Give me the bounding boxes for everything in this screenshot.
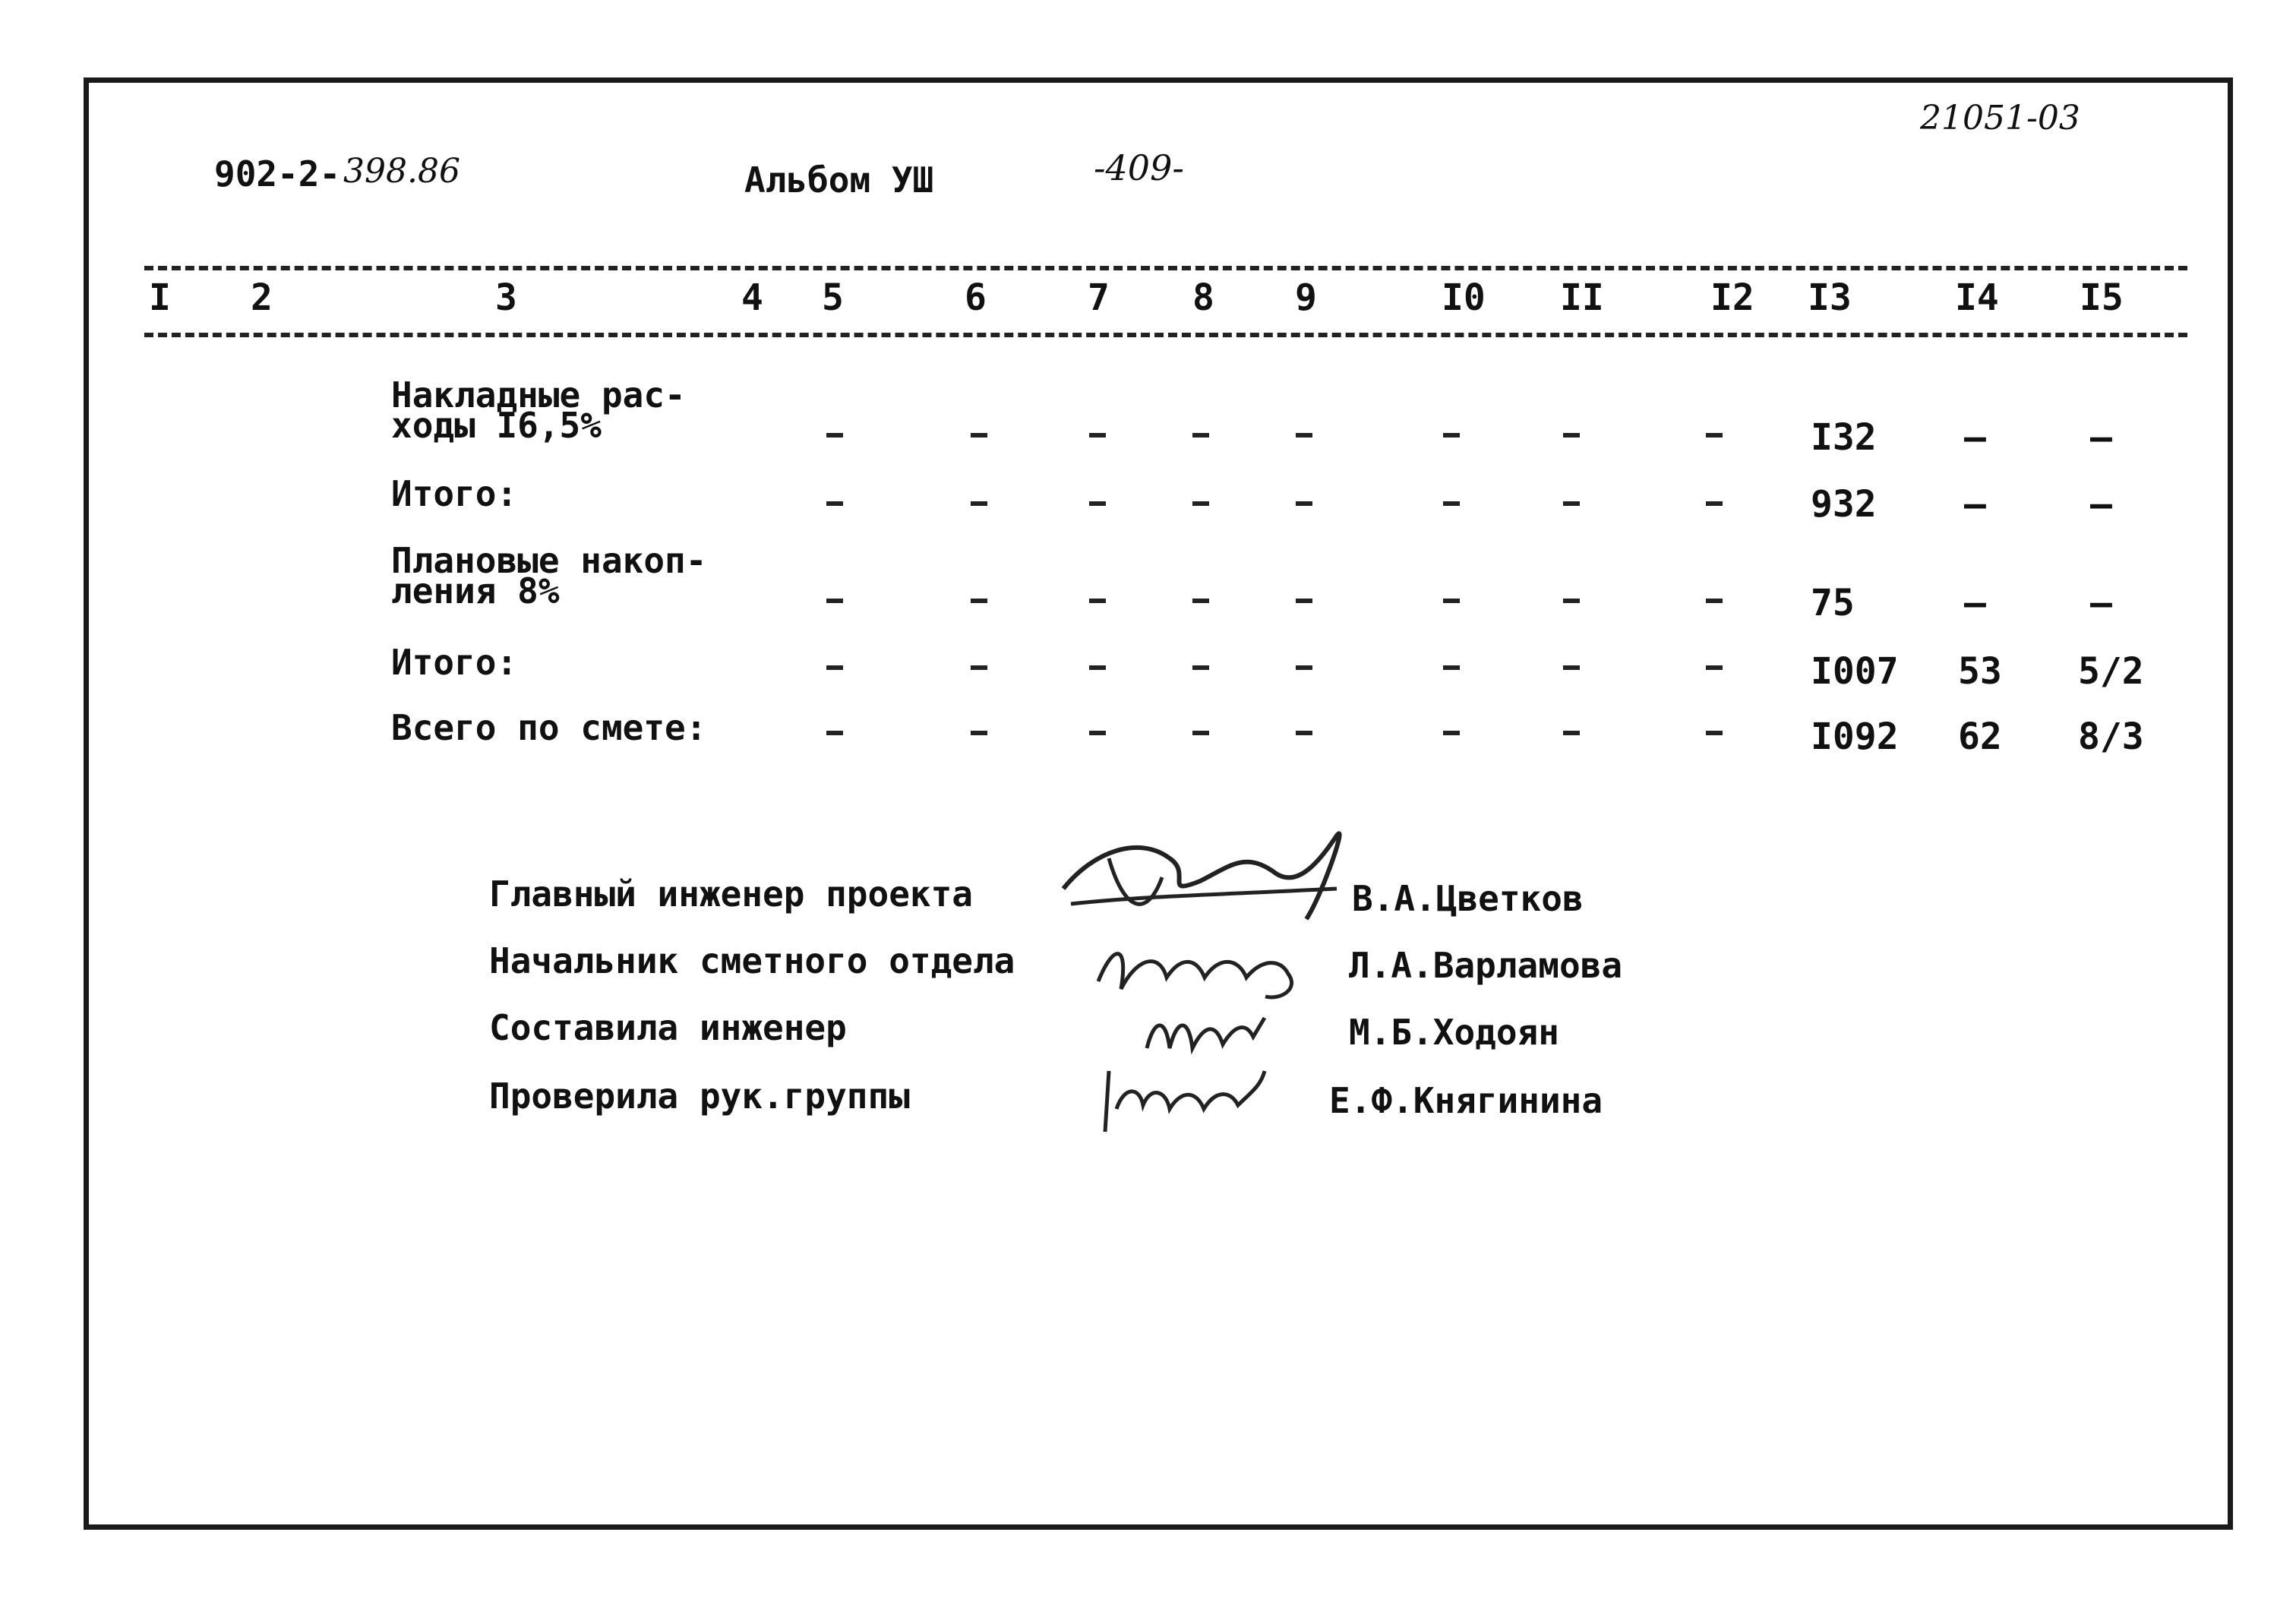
row-label-overhead: Накладные рас- ходы I6,5% [391,374,686,446]
column-number: 5 [822,276,844,319]
column-number: I0 [1442,276,1486,319]
column-number: 7 [1088,276,1110,319]
empty-cell-dash [1089,433,1106,438]
empty-cell-dash [1089,665,1106,670]
album-label: Альбом УШ [744,160,934,201]
empty-cell-dash [1706,501,1723,506]
empty-cell-dash [1443,501,1460,506]
column-number: I5 [2080,276,2124,319]
column-number: 8 [1192,276,1214,319]
cell-c13: I007 [1811,650,1899,693]
cell-c15: – [2090,416,2112,459]
cell-c13: 75 [1811,582,1855,624]
cell-c15: – [2090,582,2112,624]
archive-number: 21051-03 [1920,99,2080,137]
empty-cell-dash [1192,433,1209,438]
doc-code-handwritten: 398.86 [343,152,460,191]
column-number: I [149,276,171,319]
empty-cell-dash [1443,665,1460,670]
empty-cell-dash [1296,599,1312,603]
header-rule-bottom [144,333,2187,337]
column-number: 2 [251,276,273,319]
empty-cell-dash [1706,731,1723,735]
empty-cell-dash [1706,599,1723,603]
cell-c15: 5/2 [2078,650,2144,693]
empty-cell-dash [1443,599,1460,603]
signatory-name: Л.А.Варламова [1349,945,1623,986]
signatory-role: Составила инженер [489,1007,847,1048]
signature-4 [1094,1063,1276,1139]
empty-cell-dash [1563,433,1580,438]
cell-c14: – [1964,483,1986,526]
row-label-subtotal-1: Итого: [391,473,518,514]
empty-cell-dash [971,731,987,735]
signatory-role: Проверила рук.группы [489,1076,910,1117]
empty-cell-dash [971,665,987,670]
row-label-planned-savings: Плановые накоп- ления 8% [391,540,707,611]
column-number: 6 [965,276,987,319]
header-rule-top [144,266,2187,270]
empty-cell-dash [1192,599,1209,603]
row-label-subtotal-2: Итого: [391,642,518,683]
empty-cell-dash [1296,731,1312,735]
cell-c13: I32 [1811,416,1877,459]
empty-cell-dash [971,501,987,506]
cell-c14: – [1964,582,1986,624]
empty-cell-dash [826,501,843,506]
empty-cell-dash [971,433,987,438]
empty-cell-dash [1443,433,1460,438]
empty-cell-dash [1192,731,1209,735]
page-frame [84,77,2233,1530]
signatory-name: М.Б.Ходоян [1349,1012,1559,1053]
signature-3 [1139,1003,1276,1063]
empty-cell-dash [1563,665,1580,670]
empty-cell-dash [1296,501,1312,506]
empty-cell-dash [826,731,843,735]
column-number: 4 [741,276,763,319]
empty-cell-dash [1089,501,1106,506]
doc-code-printed: 902-2- [214,153,341,194]
empty-cell-dash [1706,433,1723,438]
empty-cell-dash [971,599,987,603]
row-label-total: Всего по смете: [391,707,707,748]
empty-cell-dash [826,665,843,670]
empty-cell-dash [1192,665,1209,670]
empty-cell-dash [1296,433,1312,438]
cell-c14: 53 [1958,650,2002,693]
cell-c14: 62 [1958,716,2002,758]
cell-c13: I092 [1811,716,1899,758]
empty-cell-dash [826,433,843,438]
cell-c15: – [2090,483,2112,526]
column-number: II [1560,276,1604,319]
empty-cell-dash [1192,501,1209,506]
cell-c14: – [1964,416,1986,459]
empty-cell-dash [1563,731,1580,735]
signatory-role: Главный инженер проекта [489,874,973,915]
empty-cell-dash [1706,665,1723,670]
signatory-name: В.А.Цветков [1352,878,1584,919]
page-number: -409- [1094,147,1184,188]
column-number: I4 [1955,276,1999,319]
empty-cell-dash [1296,665,1312,670]
empty-cell-dash [1443,731,1460,735]
column-number: I3 [1808,276,1852,319]
signatory-role: Начальник сметного отдела [489,940,1015,981]
empty-cell-dash [1563,501,1580,506]
empty-cell-dash [1563,599,1580,603]
column-number: 3 [495,276,517,319]
cell-c15: 8/3 [2078,716,2144,758]
cell-c13: 932 [1811,483,1877,526]
column-number: I2 [1710,276,1754,319]
signature-1 [1048,805,1367,934]
empty-cell-dash [1089,731,1106,735]
column-number: 9 [1295,276,1317,319]
signature-2 [1091,936,1319,1004]
signatory-name: Е.Ф.Княгинина [1329,1080,1603,1121]
empty-cell-dash [826,599,843,603]
empty-cell-dash [1089,599,1106,603]
